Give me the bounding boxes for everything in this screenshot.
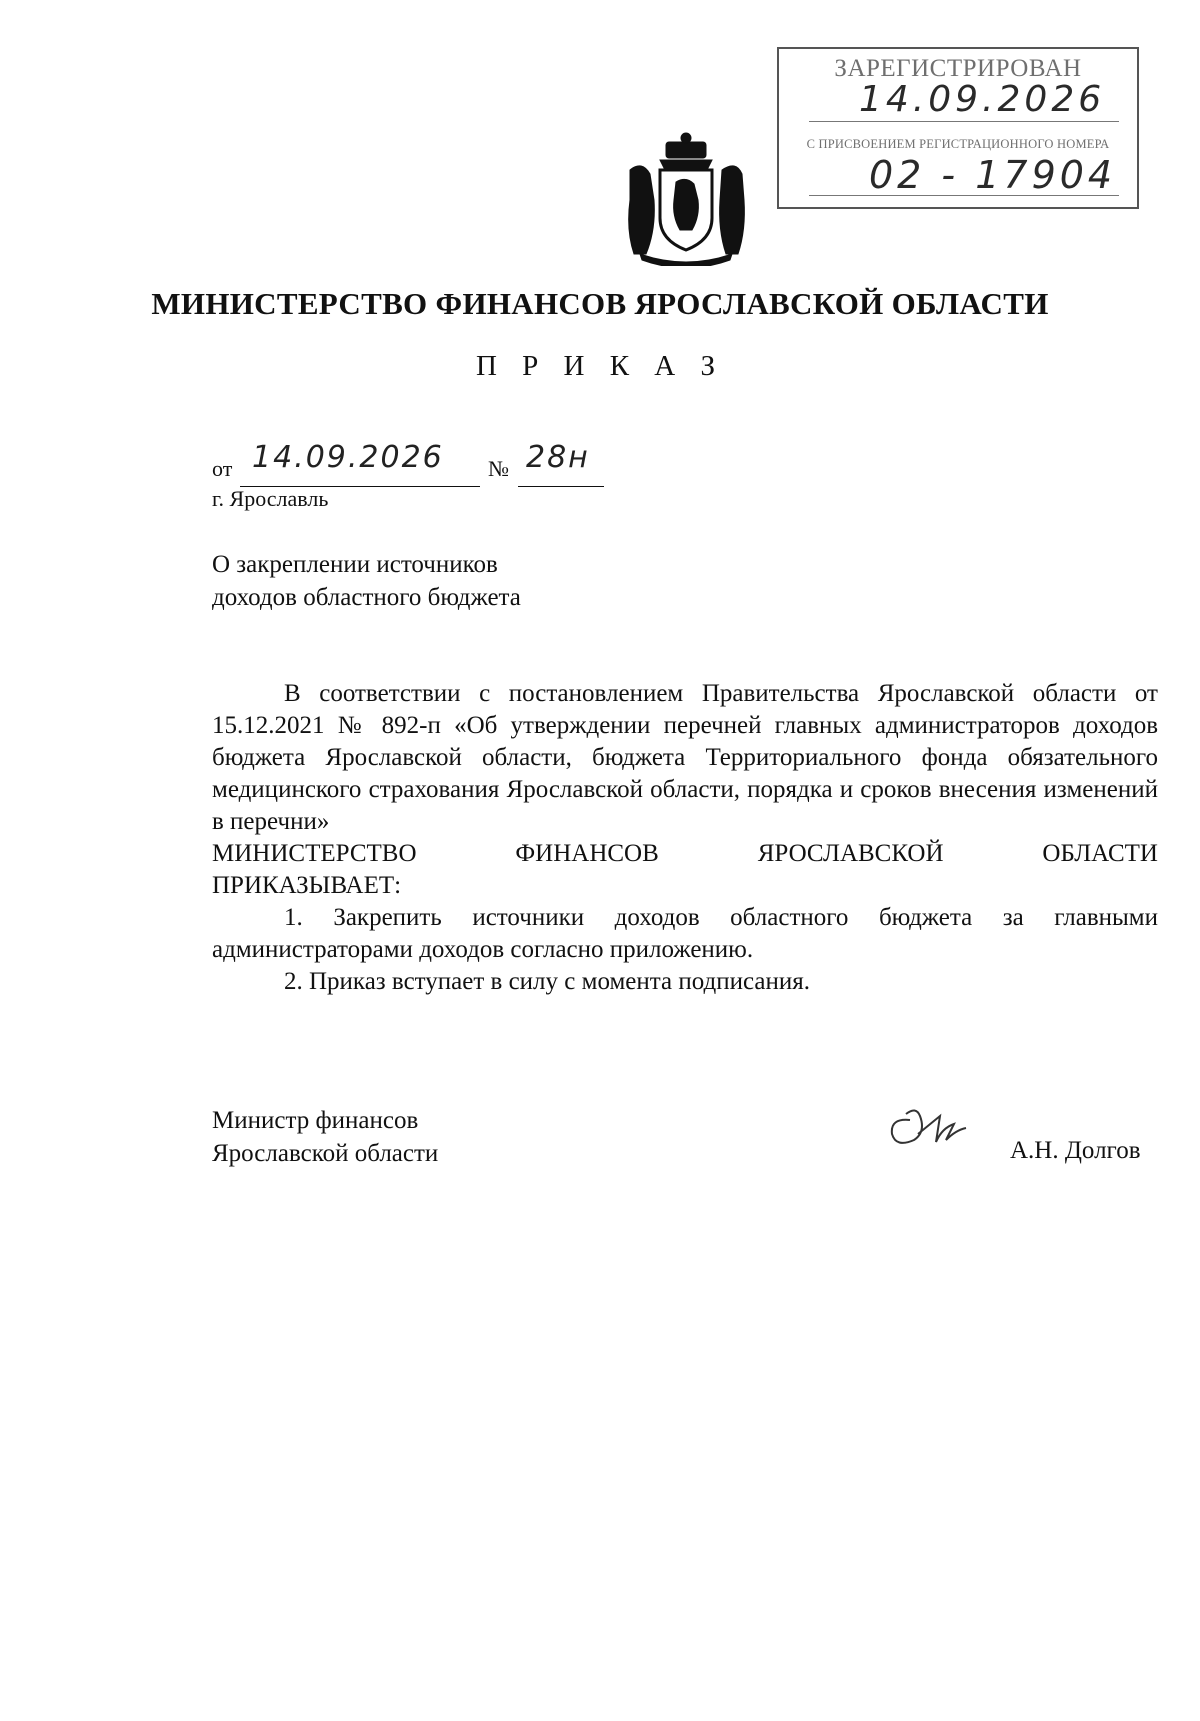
from-label: от — [212, 456, 233, 481]
date-number-line — [212, 440, 692, 484]
stamp-registration-number: 02 - 17904 — [869, 153, 1117, 197]
registration-stamp — [777, 47, 1139, 209]
document-type: П Р И К А З — [475, 350, 725, 382]
subject — [212, 548, 521, 614]
order-number: 28н — [526, 440, 590, 475]
subject-line-1: О закреплении источников — [212, 551, 498, 578]
coat-of-arms-icon — [620, 130, 752, 266]
city: г. Ярославль — [212, 486, 329, 511]
stamp-divider — [809, 121, 1119, 122]
preamble: В соответствии с постановлением Правительства Ярославской области от 15.12.2021 № 892-п «Об утверждении перечней главных администраторов доходов бюджета Ярославской области, бюджета Территориального фонда обязательного медицинского страхования Ярославской области, порядка и сроков внесения изменений в перечни» — [212, 680, 1158, 835]
stamp-caption: С ПРИСВОЕНИЕМ РЕГИСТРАЦИОННОГО НОМЕРА — [806, 137, 1110, 151]
stamp-divider — [809, 195, 1119, 196]
ministry-heading: МИНИСТЕРСТВО ФИНАНСОВ ЯРОСЛАВСКОЙ ОБЛАСТИ — [151, 286, 1049, 321]
order-verb: ПРИКАЗЫВАЕТ: — [212, 872, 402, 899]
order-item-2: 2. Приказ вступает в силу с момента подписания. — [284, 968, 810, 995]
number-label: № — [488, 456, 509, 481]
signatory-position-line-1: Министр финансов — [212, 1107, 419, 1134]
order-word: ЯРОСЛАВСКОЙ — [757, 840, 944, 867]
stamp-title: ЗАРЕГИСТРИРОВАН — [834, 55, 1082, 82]
signatory-position-line-2: Ярославской области — [212, 1140, 439, 1167]
order-word: ОБЛАСТИ — [1042, 840, 1158, 867]
order-body — [212, 678, 1158, 998]
order-word: ФИНАНСОВ — [515, 840, 659, 867]
order-word: МИНИСТЕРСТВО — [212, 840, 417, 867]
stamp-date: 14.09.2026 — [859, 79, 1106, 120]
order-date: 14.09.2026 — [252, 440, 444, 475]
order-item-1: 1. Закрепить источники доходов областного бюджета за главными администраторами доходов согласно приложению. — [212, 904, 1158, 963]
signatory-position — [212, 1104, 438, 1170]
ordering-clause — [212, 838, 1158, 870]
signatory-name: А.Н. Долгов — [1010, 1137, 1141, 1164]
subject-line-2: доходов областного бюджета — [212, 584, 521, 611]
handwritten-signature — [880, 1098, 970, 1158]
